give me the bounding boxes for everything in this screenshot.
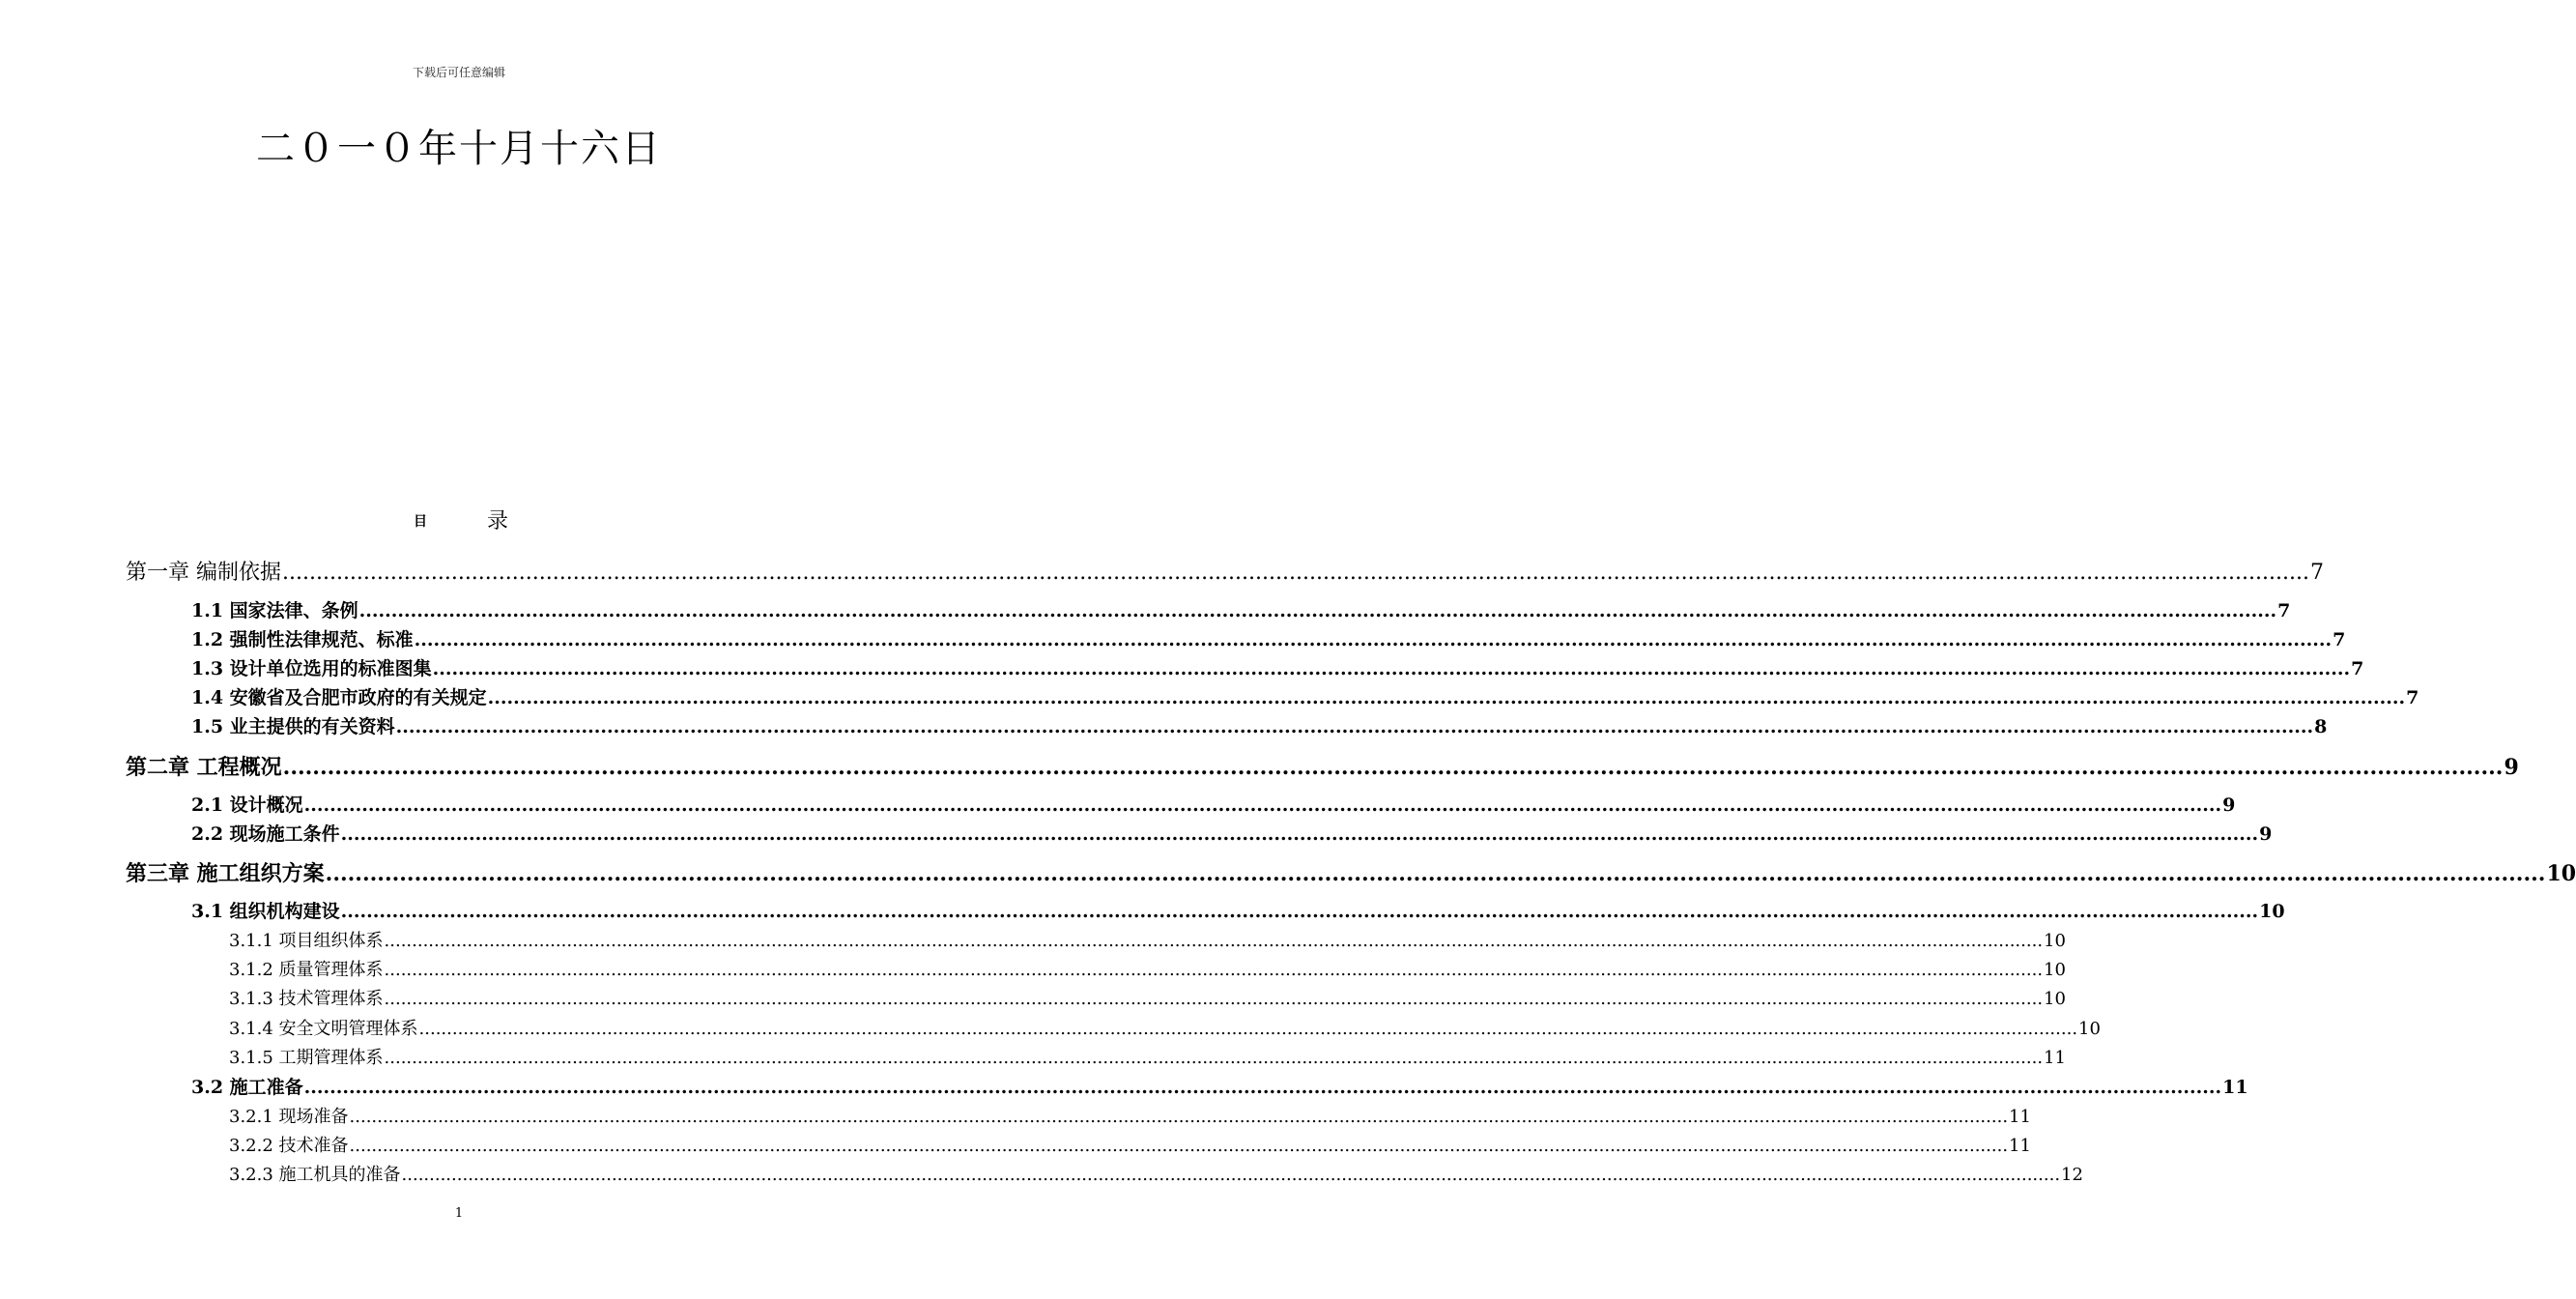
toc-entry-3-2-3[interactable] xyxy=(229,1161,2083,1188)
toc-leader-dots: ............................................................................................................................................................................................................................................................................................................ xyxy=(358,600,2277,621)
toc-entry-title: 3.2.3 施工机具的准备 xyxy=(229,1165,401,1185)
toc-leader-dots: ............................................................................................................................................................................................................................................................................................................ xyxy=(282,561,2309,585)
toc-entry-title: 3.2 施工准备 xyxy=(191,1077,303,1098)
toc-entry-page: 7 xyxy=(2277,600,2291,621)
toc-leader-dots: ............................................................................................................................................................................................................................................................................................................ xyxy=(384,931,2044,951)
toc-entry-page: 7 xyxy=(2351,658,2364,679)
toc-entry-page: 10 xyxy=(2044,989,2066,1009)
toc-leader-dots: ............................................................................................................................................................................................................................................................................................................ xyxy=(340,823,2259,845)
toc-entry-title: 3.1.4 安全文明管理体系 xyxy=(229,1019,418,1039)
toc-entry-page: 12 xyxy=(2061,1165,2083,1185)
toc-entry-page: 11 xyxy=(2009,1136,2031,1156)
toc-leader-dots: ............................................................................................................................................................................................................................................................................................................ xyxy=(349,1136,2009,1156)
toc-leader-dots: ............................................................................................................................................................................................................................................................................................................ xyxy=(340,901,2259,922)
toc-leader-dots: ............................................................................................................................................................................................................................................................................................................ xyxy=(487,687,2406,708)
toc-entry-title: 3.1.5 工期管理体系 xyxy=(229,1048,384,1068)
toc-entry-chapter-2[interactable] xyxy=(126,751,2519,780)
toc-leader-dots: ............................................................................................................................................................................................................................................................................................................ xyxy=(414,629,2333,650)
toc-heading-char-1: 目 xyxy=(414,514,427,530)
toc-entry-2-2[interactable] xyxy=(191,820,2273,847)
toc-entry-2-1[interactable] xyxy=(191,791,2236,818)
toc-entry-page: 10 xyxy=(2546,861,2576,886)
toc-entry-3-2-2[interactable] xyxy=(229,1132,2031,1159)
toc-leader-dots: ............................................................................................................................................................................................................................................................................................................ xyxy=(384,989,2044,1009)
toc-entry-3-1-1[interactable] xyxy=(229,927,2066,954)
toc-entry-title: 3.1 组织机构建设 xyxy=(191,901,340,922)
toc-entry-title: 1.1 国家法律、条例 xyxy=(191,600,358,621)
toc-entry-3-1-3[interactable] xyxy=(229,985,2066,1012)
toc-entry-title: 1.5 业主提供的有关资料 xyxy=(191,716,395,737)
header-note: 下载后可任意编辑 xyxy=(412,66,505,79)
toc-entry-page: 10 xyxy=(2044,931,2066,951)
toc-entry-page: 11 xyxy=(2009,1107,2031,1127)
toc-entry-title: 3.2.2 技术准备 xyxy=(229,1136,349,1156)
toc-heading xyxy=(414,508,530,535)
toc-entry-1-4[interactable] xyxy=(191,683,2419,710)
toc-entry-title: 1.2 强制性法律规范、标准 xyxy=(191,629,414,650)
toc-leader-dots: ............................................................................................................................................................................................................................................................................................................ xyxy=(432,658,2351,679)
toc-entry-1-3[interactable] xyxy=(191,654,2364,681)
toc-entry-chapter-3[interactable] xyxy=(126,857,2576,886)
toc-entry-page: 8 xyxy=(2314,716,2328,737)
toc-entry-title: 第三章 施工组织方案 xyxy=(126,861,325,886)
toc-leader-dots: ............................................................................................................................................................................................................................................................................................................ xyxy=(303,794,2222,816)
toc-entry-3-1-4[interactable] xyxy=(229,1015,2101,1042)
toc-leader-dots: ............................................................................................................................................................................................................................................................................................................ xyxy=(282,755,2504,780)
toc-entry-title: 3.1.2 质量管理体系 xyxy=(229,960,384,980)
toc-entry-page: 9 xyxy=(2259,823,2273,845)
toc-entry-3-1-5[interactable] xyxy=(229,1044,2066,1071)
toc-entry-title: 1.4 安徽省及合肥市政府的有关规定 xyxy=(191,687,487,708)
toc-entry-page: 9 xyxy=(2222,794,2236,816)
toc-leader-dots: ............................................................................................................................................................................................................................................................................................................ xyxy=(395,716,2314,737)
toc-entry-page: 10 xyxy=(2078,1019,2101,1039)
toc-leader-dots: ............................................................................................................................................................................................................................................................................................................ xyxy=(384,960,2044,980)
toc-entry-1-5[interactable] xyxy=(191,712,2328,739)
toc-entry-page: 10 xyxy=(2259,901,2285,922)
toc-entry-page: 7 xyxy=(2333,629,2346,650)
toc-leader-dots: ............................................................................................................................................................................................................................................................................................................ xyxy=(384,1048,2044,1068)
toc-entry-page: 7 xyxy=(2309,561,2324,585)
toc-entry-title: 3.2.1 现场准备 xyxy=(229,1107,349,1127)
toc-leader-dots: ............................................................................................................................................................................................................................................................................................................ xyxy=(401,1165,2061,1185)
toc-entry-page: 7 xyxy=(2406,687,2419,708)
toc-entry-title: 2.2 现场施工条件 xyxy=(191,823,340,845)
toc-entry-title: 2.1 设计概况 xyxy=(191,794,303,816)
toc-leader-dots: ............................................................................................................................................................................................................................................................................................................ xyxy=(325,861,2546,886)
date-title: 二０一０年十月十六日 xyxy=(256,127,662,171)
toc-entry-chapter-1[interactable] xyxy=(126,556,2324,585)
toc-entry-3-1[interactable] xyxy=(191,897,2285,924)
toc-entry-1-1[interactable] xyxy=(191,596,2291,623)
toc-entry-title: 3.1.3 技术管理体系 xyxy=(229,989,384,1009)
toc-leader-dots: ............................................................................................................................................................................................................................................................................................................ xyxy=(418,1019,2078,1039)
toc-entry-page: 10 xyxy=(2044,960,2066,980)
toc-entry-3-2[interactable] xyxy=(191,1073,2248,1100)
toc-entry-1-2[interactable] xyxy=(191,625,2346,652)
page-number: 1 xyxy=(454,1206,464,1221)
toc-leader-dots: ............................................................................................................................................................................................................................................................................................................ xyxy=(349,1107,2009,1127)
toc-entry-title: 1.3 设计单位选用的标准图集 xyxy=(191,658,432,679)
toc-entry-page: 9 xyxy=(2504,755,2519,780)
toc-leader-dots: ............................................................................................................................................................................................................................................................................................................ xyxy=(303,1077,2222,1098)
toc-entry-title: 第一章 编制依据 xyxy=(126,561,281,585)
toc-entry-title: 3.1.1 项目组织体系 xyxy=(229,931,384,951)
toc-entry-page: 11 xyxy=(2044,1048,2066,1068)
toc-entry-3-1-2[interactable] xyxy=(229,956,2066,983)
toc-entry-page: 11 xyxy=(2222,1077,2248,1098)
toc-entry-title: 第二章 工程概况 xyxy=(126,755,282,780)
toc-entry-3-2-1[interactable] xyxy=(229,1103,2031,1130)
toc-heading-char-2: 录 xyxy=(487,509,509,534)
